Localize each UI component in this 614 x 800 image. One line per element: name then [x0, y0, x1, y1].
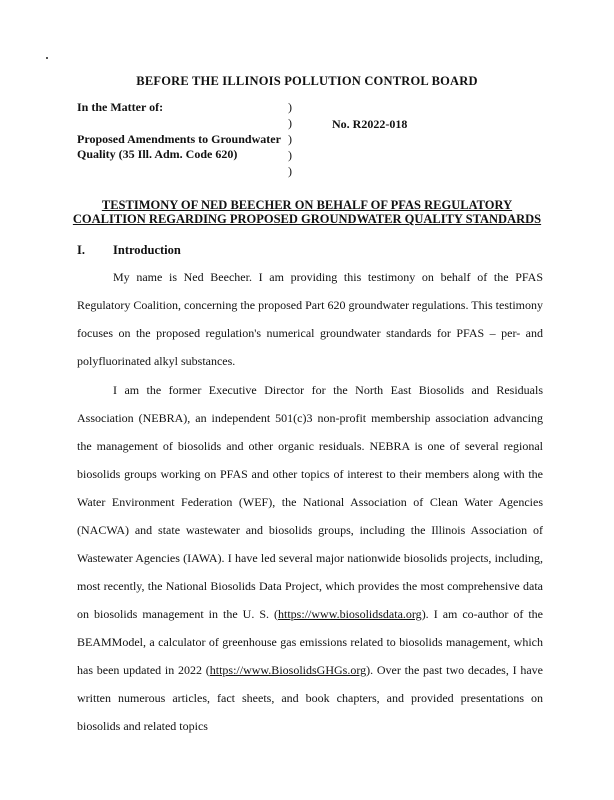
board-title: BEFORE THE ILLINOIS POLLUTION CONTROL BOARD: [136, 74, 478, 88]
caption-line-1: Proposed Amendments to Groundwater: [77, 132, 281, 146]
caption-paren: ): [288, 164, 292, 178]
paragraph-2-text: ). I am co-author of the BEAMModel, a calculator of greenhouse gas emissions related to biosolids management, which has been updated in 2022 (: [77, 607, 543, 677]
section-title: Introduction: [113, 243, 181, 257]
docket-number: No. R2022-018: [332, 117, 408, 131]
caption-line-2: Quality (35 Ill. Adm. Code 620): [77, 147, 238, 161]
caption-paren: ): [288, 116, 292, 130]
biosolidsghgs-link[interactable]: https://www.BiosolidsGHGs.org: [209, 663, 367, 677]
paragraph-2: [77, 376, 543, 740]
testimony-title: [0, 198, 614, 226]
caption-matter: In the Matter of:: [77, 100, 164, 114]
paragraph-2-text: ). Over the past two decades, I have written numerous articles, fact sheets, and book chapters, and provided presentations on biosolids and related topics: [77, 663, 543, 733]
section-number: I.: [77, 243, 85, 257]
section-heading: [77, 243, 181, 258]
caption-paren: ): [288, 132, 292, 146]
biosolidsdata-link[interactable]: https://www.biosolidsdata.org: [278, 607, 422, 621]
caption-paren: ): [288, 100, 292, 114]
paragraph-1: My name is Ned Beecher. I am providing this testimony on behalf of the PFAS Regulatory Coalition, concerning the proposed Part 620 groundwater regulations. This testimony focuses on the proposed regulation's numerical groundwater standards for PFAS – per- and polyfluorinated alkyl substances.: [77, 270, 543, 368]
caption-paren: ): [288, 148, 292, 162]
scan-speck: [46, 57, 48, 59]
paragraph-2-text: I am the former Executive Director for the North East Biosolids and Residuals Association (NEBRA), an independent 501(c)3 non-profit membership association advancing the management of biosolids and other organic residuals. NEBRA is one of several regional biosolids groups working on PFAS and other topics of interest to their members along with the Water Environment Federation (WEF), the National Association of Clean Water Agencies (NACWA) and state wastewater and biosolids groups, including the Illinois Association of Wastewater Agencies (IAWA). I have led several major nationwide biosolids projects, including, most recently, the National Biosolids Data Project, which provides the most comprehensive data on biosolids management in the U. S. (: [77, 383, 543, 621]
testimony-title-line-2: COALITION REGARDING PROPOSED GROUNDWATER QUALITY STANDARDS: [72, 212, 542, 226]
testimony-title-line-1: TESTIMONY OF NED BEECHER ON BEHALF OF PFAS REGULATORY: [101, 198, 513, 212]
